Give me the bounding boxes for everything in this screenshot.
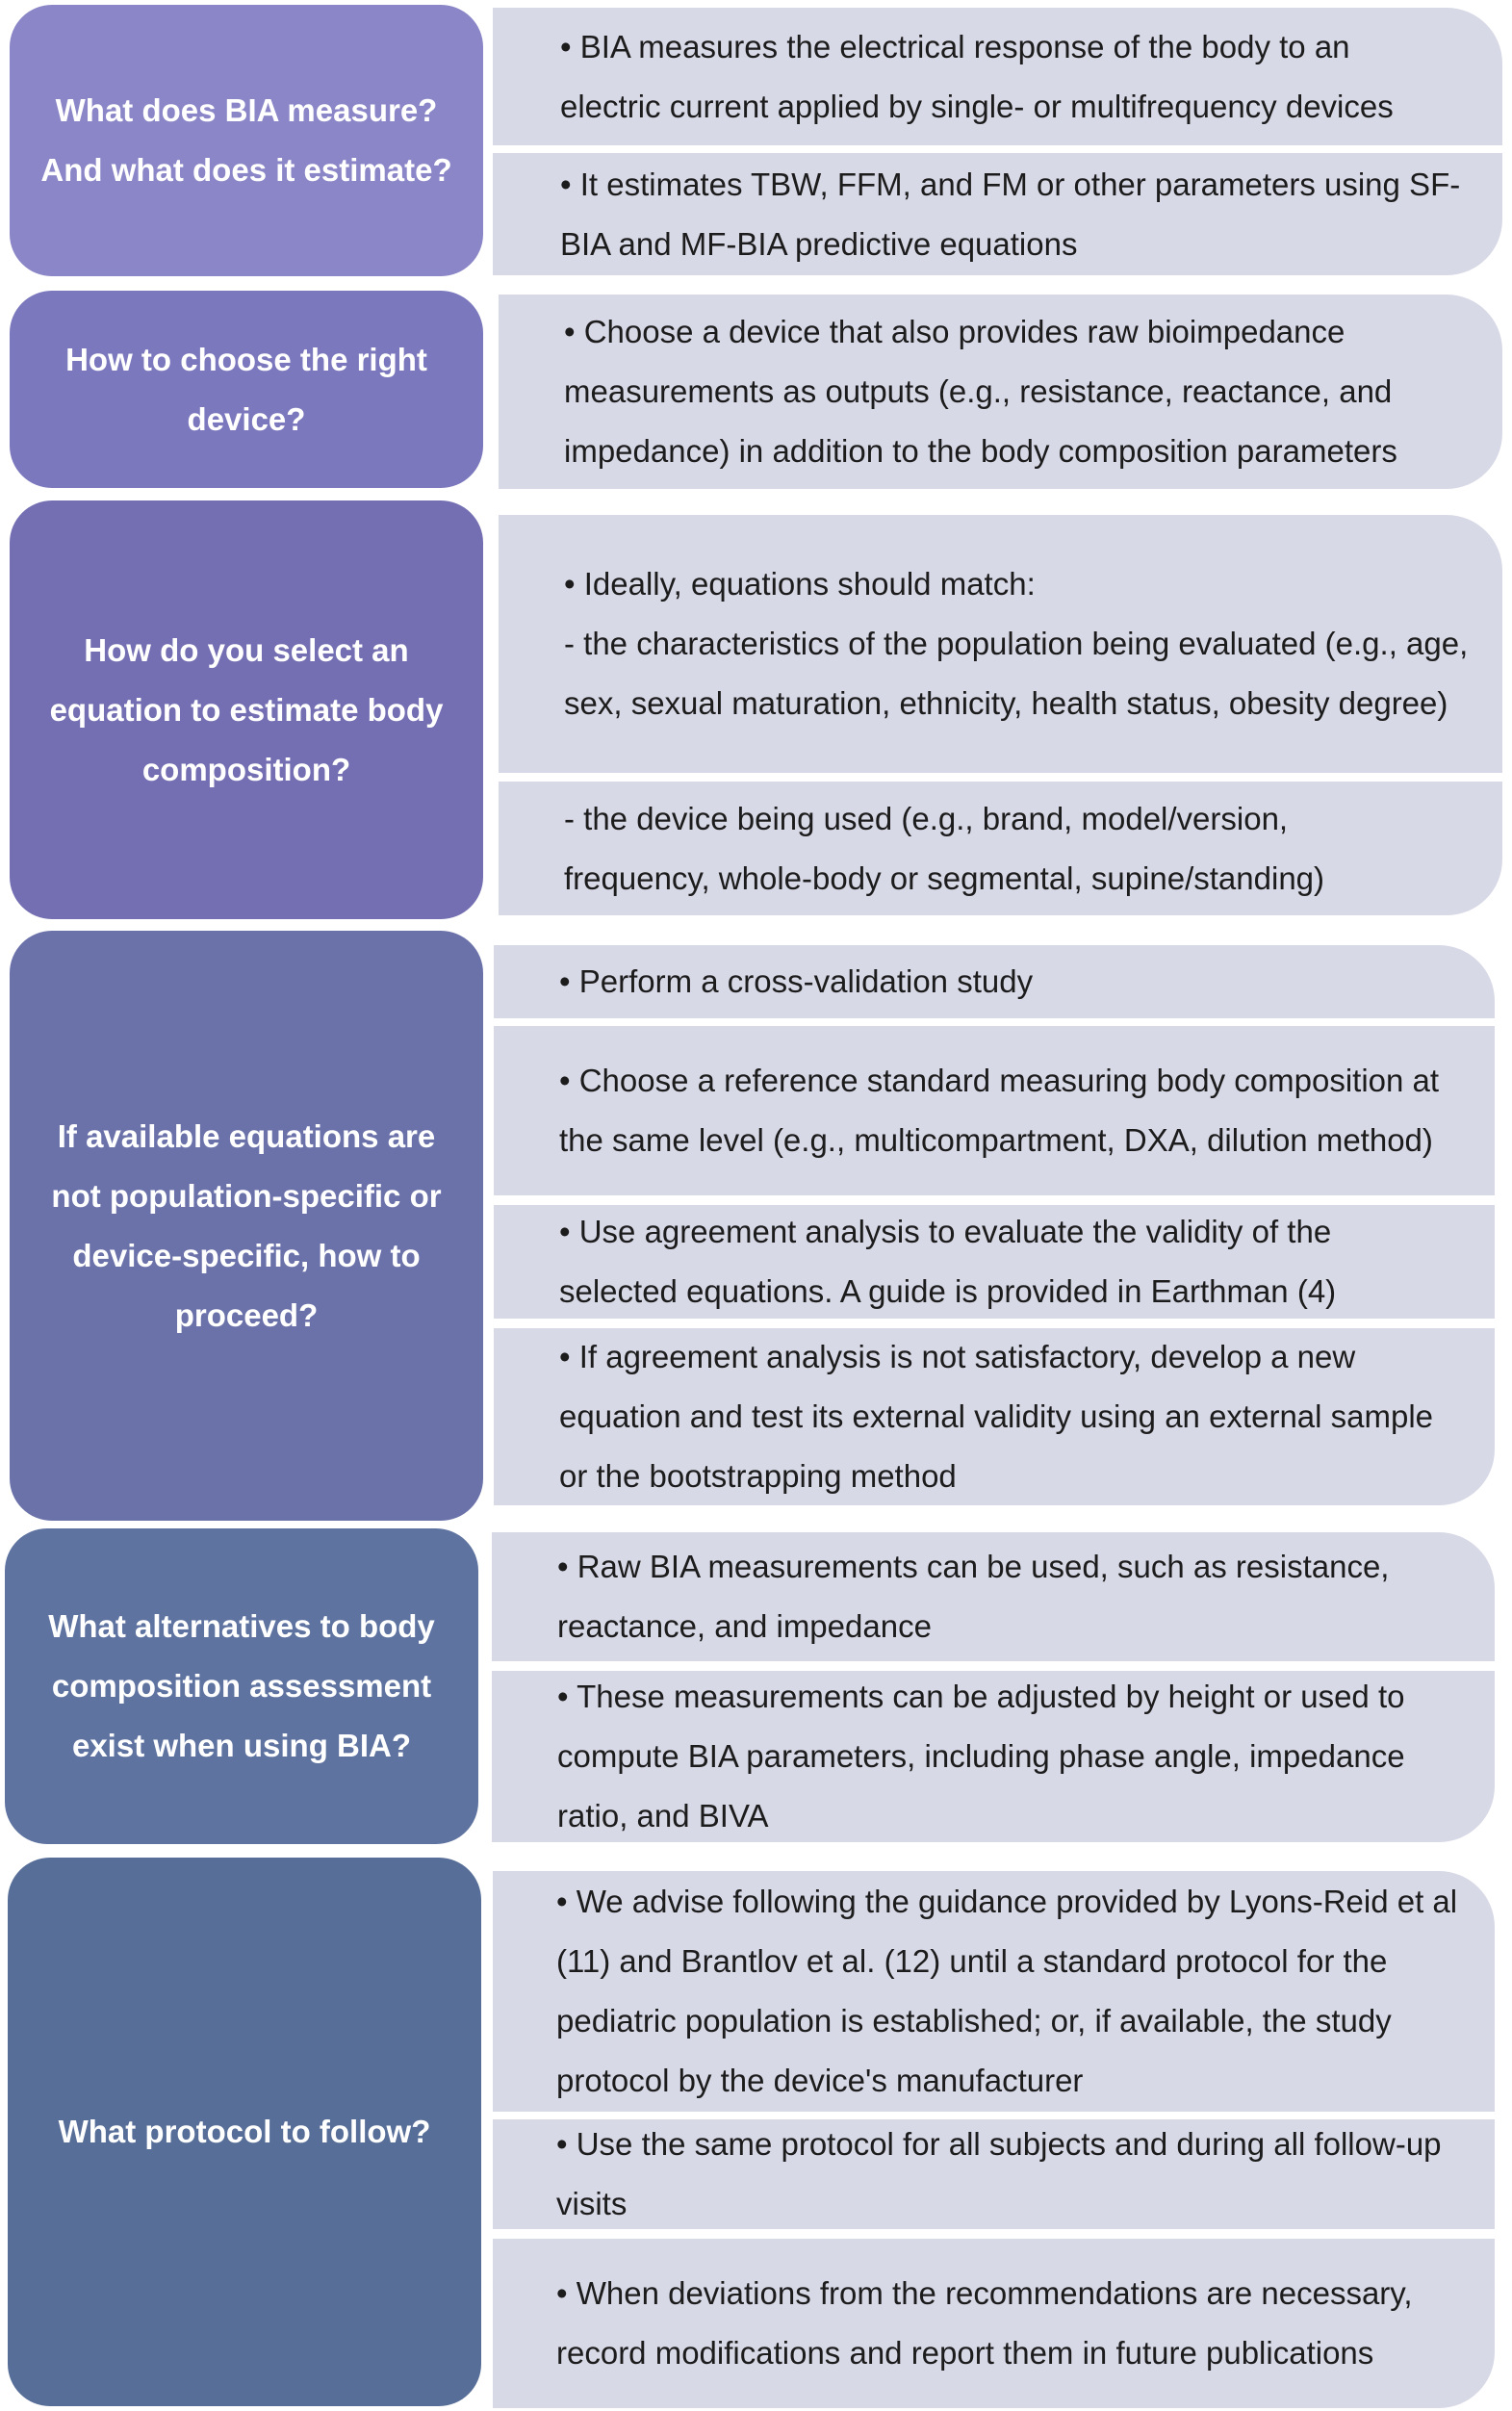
answer-box bbox=[492, 1532, 1495, 1661]
answer-box bbox=[492, 1671, 1495, 1842]
question-box-alternatives bbox=[5, 1528, 478, 1844]
question-box-equations-not-specific bbox=[10, 931, 483, 1521]
answer-box bbox=[493, 8, 1502, 145]
answer-box bbox=[494, 1328, 1495, 1505]
question-text: How to choose the right device? bbox=[65, 341, 427, 437]
answer-text: - the characteristics of the population being evaluated (e.g., age, sex, sexual maturation, ethnicity, health status, obesity degree) bbox=[564, 626, 1469, 721]
question-text: What does BIA measure? And what does it estimate? bbox=[40, 92, 452, 188]
answer-text: • Perform a cross-validation study bbox=[559, 963, 1034, 999]
question-box-select-equation bbox=[10, 500, 483, 919]
answer-text: • If agreement analysis is not satisfactory, develop a new equation and test its external validity using an external sample or the bootstrapping method bbox=[559, 1339, 1434, 1494]
answer-text: • Choose a device that also provides raw bioimpedance measurements as outputs (e.g., resistance, reactance, and impedance) in addition to the body composition parameters bbox=[564, 314, 1397, 469]
answer-box bbox=[493, 2119, 1495, 2229]
question-box-bia-measure bbox=[10, 5, 483, 276]
answer-box bbox=[499, 782, 1502, 915]
answer-box bbox=[494, 1205, 1495, 1319]
answer-box bbox=[493, 2239, 1495, 2408]
answer-text: • Raw BIA measurements can be used, such as resistance, reactance, and impedance bbox=[557, 1549, 1390, 1644]
answer-box bbox=[493, 153, 1502, 275]
answer-text: • BIA measures the electrical response of the body to an electric current applied by single- or multifrequency devices bbox=[560, 28, 1394, 124]
answer-box bbox=[494, 1026, 1495, 1195]
answer-text: - the device being used (e.g., brand, model/version, frequency, whole-body or segmental, supine/standing) bbox=[564, 800, 1325, 896]
answer-box bbox=[499, 515, 1502, 773]
answer-text: • It estimates TBW, FFM, and FM or other parameters using SF-BIA and MF-BIA predictive equations bbox=[560, 166, 1461, 262]
answer-box bbox=[494, 945, 1495, 1018]
answer-text: • Choose a reference standard measuring body composition at the same level (e.g., multicompartment, DXA, dilution method) bbox=[559, 1063, 1440, 1158]
question-text: What protocol to follow? bbox=[58, 2114, 431, 2149]
question-text: What alternatives to body composition assessment exist when using BIA? bbox=[48, 1608, 435, 1763]
question-text: If available equations are not population-specific or device-specific, how to proceed? bbox=[51, 1117, 442, 1333]
answer-box bbox=[499, 295, 1502, 489]
question-text: How do you select an equation to estimate body composition? bbox=[49, 631, 444, 787]
answer-text: • Ideally, equations should match: bbox=[564, 566, 1036, 602]
answer-text: • These measurements can be adjusted by height or used to compute BIA parameters, including phase angle, impedance ratio, and BIVA bbox=[557, 1679, 1405, 1834]
answer-text: • Use the same protocol for all subjects and during all follow-up visits bbox=[556, 2126, 1442, 2221]
answer-text: • We advise following the guidance provided by Lyons-Reid et al (11) and Brantlov et al. (12) until a standard protocol for the pediatric population is established; or, if available, the study protocol by the device's manufacturer bbox=[556, 1884, 1458, 2098]
answer-text: • Use agreement analysis to evaluate the validity of the selected equations. A guide is provided in Earthman (4) bbox=[559, 1214, 1337, 1309]
question-box-protocol bbox=[8, 1858, 481, 2406]
answer-box bbox=[493, 1871, 1495, 2112]
answer-text: • When deviations from the recommendations are necessary, record modifications and report them in future publications bbox=[556, 2275, 1413, 2371]
question-box-choose-device bbox=[10, 291, 483, 488]
